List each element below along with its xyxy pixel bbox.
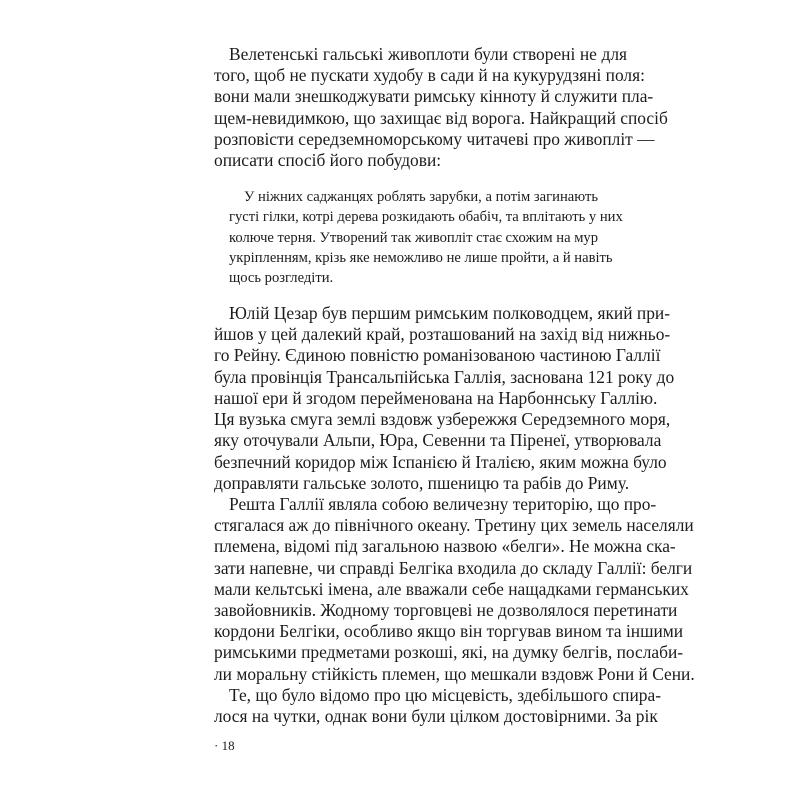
text-line: Те, що було відомо про цю місцевість, здебільшого спира- [229, 684, 661, 705]
quote-line: У ніжних саджанцях роблять зарубки, а потім загинають [244, 189, 598, 206]
quote-line: густі гілки, котрі дерева розкидають обабіч, та вплітають у них [229, 209, 623, 226]
text-line: ли моральну стійкість племен, що мешкали вздовж Рони й Сени. [214, 663, 695, 684]
quote-line: щось розгледіти. [229, 270, 334, 287]
quote-line: укріпленням, крізь яке неможливо не лише пройти, а й навіть [229, 250, 613, 267]
text-line: племена, відомі під загальною назвою «белги». Не можна ска- [214, 536, 676, 557]
text-line: кордони Белгіки, особливо якщо він торгував вином та іншими [214, 621, 684, 642]
text-line: зати напевне, чи справді Белгіка входила до складу Галлії: белги [214, 557, 693, 578]
text-line: Ця вузька смуга землі вздовж узбережжя Середземного моря, [214, 409, 671, 429]
text-line: мали кельтські імена, але вважали себе нащадками германських [214, 578, 689, 599]
text-line: була провінція Трансальпійська Галлія, заснована 121 року до [214, 366, 675, 387]
text-line: го Рейну. Єдиною повністю романізованою частиною Галлії [214, 345, 661, 366]
text-line: Решта Галлії являла собою величезну територію, що про- [229, 493, 657, 514]
text-line: лося на чутки, однак вони були цілком достовірними. За рік [214, 706, 658, 726]
text-line: доправляти гальське золото, пшеницю та рабів до Риму. [214, 472, 630, 493]
text-line: Юлій Цезар був першим римським полководцем, який при- [229, 303, 670, 323]
text-line: завойовників. Жодному торговцеві не дозволялося перетинати [214, 599, 678, 620]
text-line: римськими предметами розкоші, які, на думку белгів, послаби- [214, 642, 684, 663]
text-line: щем-невидимкою, що захищає від ворога. Найкращий спосіб [214, 107, 668, 128]
text-line: йшов у цей далекий край, розташований на захід від нижньо- [214, 324, 671, 345]
text-line: нашої ери й згодом перейменована на Нарбоннську Галлію. [214, 387, 658, 408]
text-line: розповісти середземноморському читачеві про живопліт — [214, 128, 655, 149]
text-line: вони мали знешкоджувати римську кінноту й служити пла- [214, 86, 654, 107]
text-line: Велетенські гальські живоплоти були створені не для [229, 44, 627, 64]
text-line: безпечний коридор між Іспанією й Італією, яким можна було [214, 451, 667, 472]
text-line: описати спосіб його побудови: [214, 150, 442, 171]
page-number: · 18 [214, 738, 235, 753]
quote-line: колюче терня. Утворений так живопліт стає схожим на мур [229, 229, 599, 246]
text-line: яку оточували Альпи, Юра, Севенни та Піренеї, утворювала [214, 430, 662, 451]
text-line: того, щоб не пускати худобу в сади й на кукурудзяні поля: [214, 65, 645, 86]
text-line: стягалася аж до північного океану. Третину цих земель населяли [214, 515, 694, 536]
